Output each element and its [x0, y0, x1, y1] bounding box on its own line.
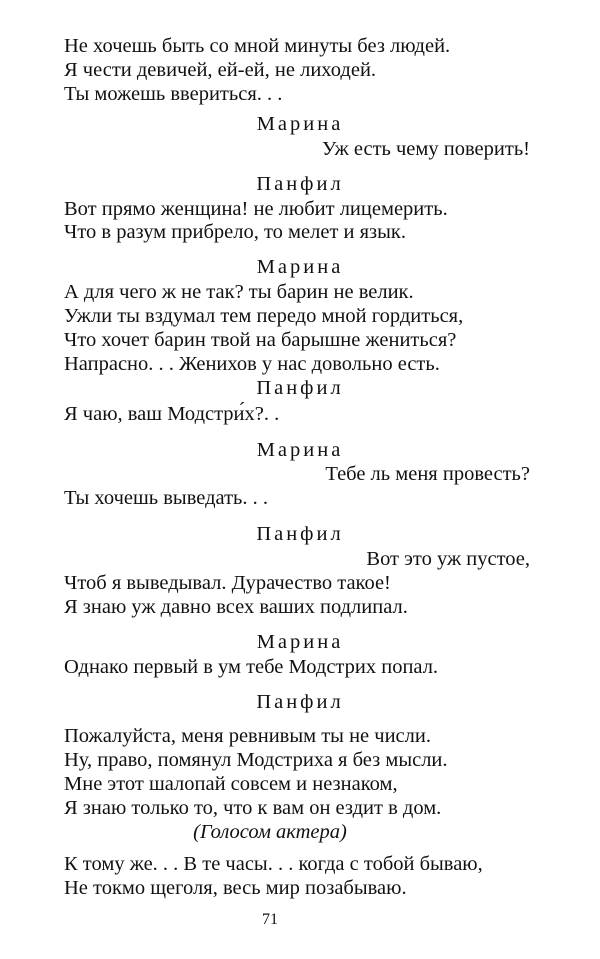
verse-line: Я знаю только то, что к вам он ездит в дом. — [64, 797, 442, 819]
verse-line: А для чего ж не так? ты барин не велик. — [64, 281, 414, 303]
verse-line: Однако первый в ум тебе Модстрих попал. — [64, 656, 439, 678]
verse-line: Я знаю уж давно всех ваших подлипал. — [64, 596, 408, 618]
verse-line: Что в разум прибрело, то мелет и язык. — [64, 221, 407, 243]
speaker-name: Панфил — [256, 523, 344, 545]
speaker-name: Панфил — [256, 691, 344, 713]
speaker-name: Панфил — [256, 173, 344, 195]
page-number: 71 — [262, 911, 278, 928]
verse-line: Тебе ль меня провесть? — [325, 463, 530, 485]
verse-line: Чтоб я выведывал. Дурачество такое! — [64, 572, 391, 594]
verse-line: Вот прямо женщина! не любит лицемерить. — [64, 198, 448, 220]
verse-line: Мне этот шалопай совсем и незнаком, — [64, 773, 398, 795]
verse-line: Не токмо щеголя, весь мир позабываю. — [64, 877, 407, 899]
verse-line: Что хочет барин твой на барышне жениться? — [64, 329, 457, 351]
speaker-name: Марина — [256, 113, 344, 135]
speaker-name: Марина — [256, 631, 344, 653]
verse-line: Ужли ты вздумал тем передо мной гордиться, — [64, 305, 464, 327]
stage-direction: (Голосом актера) — [193, 821, 347, 843]
verse-line: К тому же. . . В те часы. . . когда с тобой бываю, — [64, 853, 483, 875]
speaker-name: Марина — [256, 256, 344, 278]
verse-line: Вот это уж пустое, — [366, 548, 530, 570]
verse-line: Я чаю, ваш Модстри́х?. . — [64, 403, 280, 425]
verse-line: Уж есть чему поверить! — [321, 138, 530, 160]
speaker-name: Панфил — [256, 377, 344, 399]
verse-line: Ну, право, помянул Модстриха я без мысли. — [64, 749, 448, 771]
verse-line: Не хочешь быть со мной минуты без людей. — [64, 35, 451, 57]
verse-line: Ты хочешь выведать. . . — [64, 487, 269, 509]
speaker-name: Марина — [256, 439, 344, 461]
verse-line: Я чести девичей, ей-ей, не лиходей. — [64, 59, 377, 81]
verse-line: Напрасно. . . Женихов у нас довольно есть. — [64, 353, 440, 375]
verse-line: Ты можешь ввериться. . . — [64, 83, 283, 105]
verse-line: Пожалуйста, меня ревнивым ты не числи. — [64, 725, 431, 747]
